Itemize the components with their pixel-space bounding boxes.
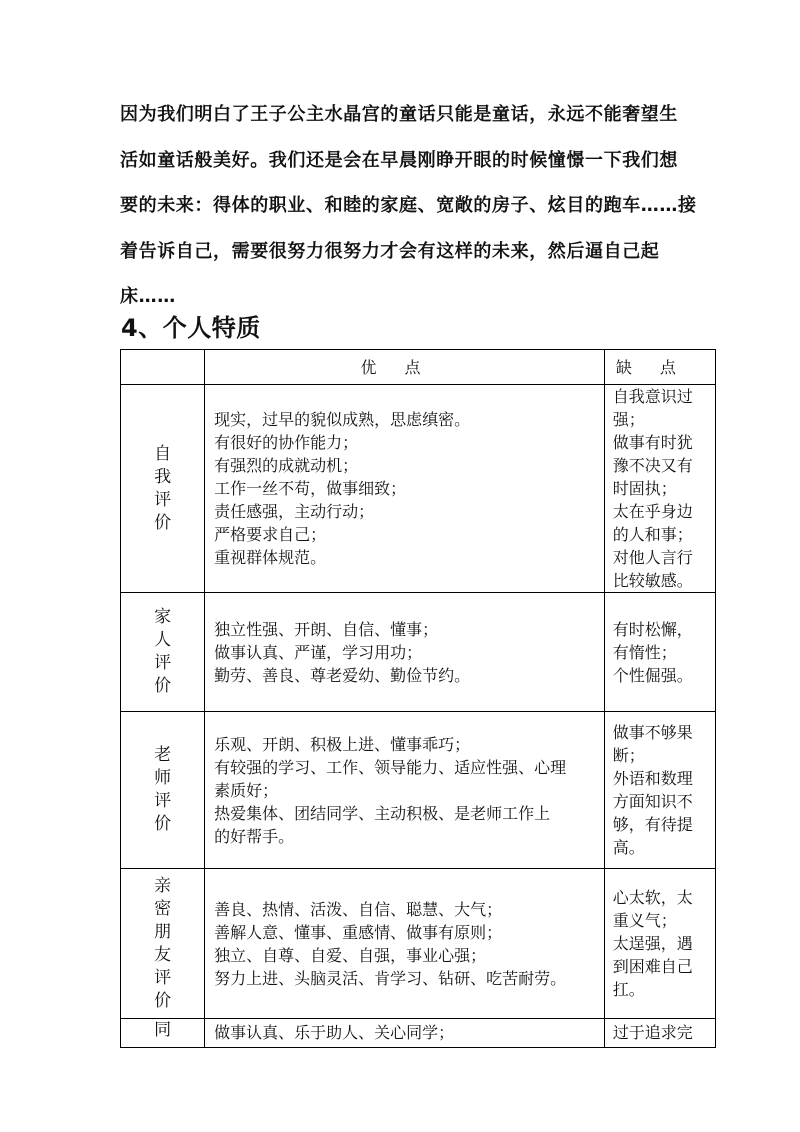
label-char: 友 [154, 944, 172, 965]
disadvantage-entry: 扛。 [612, 980, 645, 999]
header-disadvantages: 缺点 [604, 350, 715, 385]
disadvantages-cell [604, 385, 715, 593]
disadvantage-entry: 方面知识不 [612, 792, 693, 811]
disadvantage-entry: 够，有待提 [612, 815, 693, 834]
disadvantage-entry: 自我意识过 [612, 387, 693, 406]
advantages-cell [205, 385, 605, 593]
disadvantage-entry: 个性倔强。 [612, 665, 693, 685]
label-char: 评 [154, 967, 172, 988]
disadvantage-entry: 的人和事； [612, 525, 693, 544]
table-header-row [121, 350, 716, 385]
advantage-entry: 努力上进、头脑灵活、肯学习、钻研、吃苦耐劳。 [214, 968, 567, 988]
disadvantage-entry: 太在乎身边 [612, 502, 693, 521]
advantages-cell [205, 1019, 605, 1048]
disadvantage-entry: 时固执； [612, 479, 677, 498]
row-label [121, 869, 205, 1019]
table-row [121, 1019, 716, 1048]
header-blank [121, 350, 205, 385]
advantage-entry: 独立、自尊、自爱、自强，事业心强； [214, 945, 487, 965]
table-row [121, 869, 716, 1019]
intro-line: 活如童话般美好。我们还是会在早晨刚睁开眼的时候憧憬一下我们想 [120, 149, 678, 171]
advantage-entry: 的好帮手。 [214, 826, 295, 846]
disadvantage-entry: 有惰性； [612, 642, 677, 662]
disadvantage-entry: 高。 [612, 838, 645, 857]
advantage-entry: 重视群体规范。 [214, 548, 327, 567]
disadvantage-entry: 做事有时犹 [612, 433, 693, 452]
advantage-entry: 善良、热情、活泼、自信、聪慧、大气； [214, 899, 503, 919]
label-char: 朋 [154, 921, 172, 942]
disadvantages-cell [604, 1019, 715, 1048]
advantage-entry: 勤劳、善良、尊老爱幼、勤俭节约。 [214, 665, 471, 685]
disadvantage-entry: 太逞强，遇 [612, 934, 693, 953]
label-char: 家 [154, 607, 172, 627]
advantages-cell [205, 712, 605, 869]
advantage-entry: 责任感强，主动行动； [214, 502, 375, 521]
advantage-entry: 素质好； [214, 780, 279, 800]
disadvantages-cell [604, 869, 715, 1019]
disadvantage-entry: 重义气； [612, 911, 677, 930]
label-char: 人 [154, 630, 172, 650]
label-char: 密 [154, 898, 172, 919]
disadvantage-entry: 强； [612, 410, 645, 429]
advantage-entry: 独立性强、开朗、自信、懂事； [214, 619, 439, 639]
disadvantage-entry: 过于追求完 [612, 1023, 693, 1042]
section-title: 4、个人特质 [121, 314, 261, 342]
intro-line: 因为我们明白了王子公主水晶宫的童话只能是童话，永远不能奢望生 [120, 104, 678, 125]
intro-line: 要的未来：得体的职业、和睦的家庭、宽敞的房子、炫目的跑车……接 [120, 195, 697, 216]
disadvantage-entry: 对他人言行 [612, 548, 693, 567]
advantage-entry: 工作一丝不苟，做事细致； [214, 479, 407, 498]
intro-paragraph [120, 92, 697, 320]
label-char: 评 [154, 489, 172, 510]
disadvantage-entry: 豫不决又有 [612, 456, 693, 475]
label-char: 价 [154, 814, 172, 834]
disadvantages-cell [604, 593, 715, 712]
intro-line: 着告诉自己，需要很努力很努力才会有这样的未来，然后逼自己起 [120, 240, 660, 262]
personal-traits-table [120, 349, 716, 1048]
disadvantage-entry: 到困难自己 [612, 957, 693, 976]
disadvantage-entry: 断； [612, 746, 645, 765]
intro-line: 床…… [120, 286, 176, 307]
disadvantage-entry: 比较敏感。 [612, 571, 693, 590]
table-row [121, 385, 716, 593]
label-char: 价 [154, 990, 172, 1011]
advantages-cell [205, 869, 605, 1019]
advantage-entry: 有很好的协作能力； [214, 433, 359, 452]
label-char: 价 [154, 512, 172, 533]
advantages-cell [205, 593, 605, 712]
label-char: 自 [154, 443, 172, 464]
advantage-entry: 热爱集体、团结同学、主动积极、是老师工作上 [214, 803, 551, 823]
row-label [121, 712, 205, 869]
advantage-entry: 有强烈的成就动机； [214, 456, 359, 475]
advantage-entry: 做事认真、乐于助人、关心同学； [214, 1023, 455, 1042]
advantage-entry: 善解人意、懂事、重感情、做事有原则； [214, 922, 503, 942]
advantage-entry: 有较强的学习、工作、领导能力、适应性强、心理 [214, 757, 567, 777]
label-char: 价 [154, 676, 172, 696]
row-label [121, 593, 205, 712]
label-char: 同 [154, 1020, 172, 1040]
label-char: 师 [154, 768, 172, 788]
disadvantages-cell [604, 712, 715, 869]
advantage-entry: 现实，过早的貌似成熟，思虑缜密。 [214, 410, 471, 429]
table-row [121, 593, 716, 712]
row-label [121, 385, 205, 593]
row-label [121, 1019, 205, 1048]
header-advantages: 优点 [205, 350, 605, 385]
advantage-entry: 做事认真、严谨，学习用功； [214, 642, 423, 662]
label-char: 评 [154, 653, 172, 673]
label-char: 老 [154, 745, 172, 765]
disadvantage-entry: 有时松懈， [612, 619, 693, 639]
advantage-entry: 乐观、开朗、积极上进、懂事乖巧； [214, 734, 471, 754]
label-char: 我 [154, 466, 172, 487]
table-row [121, 712, 716, 869]
label-char: 亲 [154, 875, 172, 896]
disadvantage-entry: 做事不够果 [612, 723, 693, 742]
disadvantage-entry: 心太软，太 [612, 888, 693, 907]
label-char: 评 [154, 791, 172, 811]
advantage-entry: 严格要求自己； [214, 525, 327, 544]
disadvantage-entry: 外语和数理 [612, 769, 693, 788]
